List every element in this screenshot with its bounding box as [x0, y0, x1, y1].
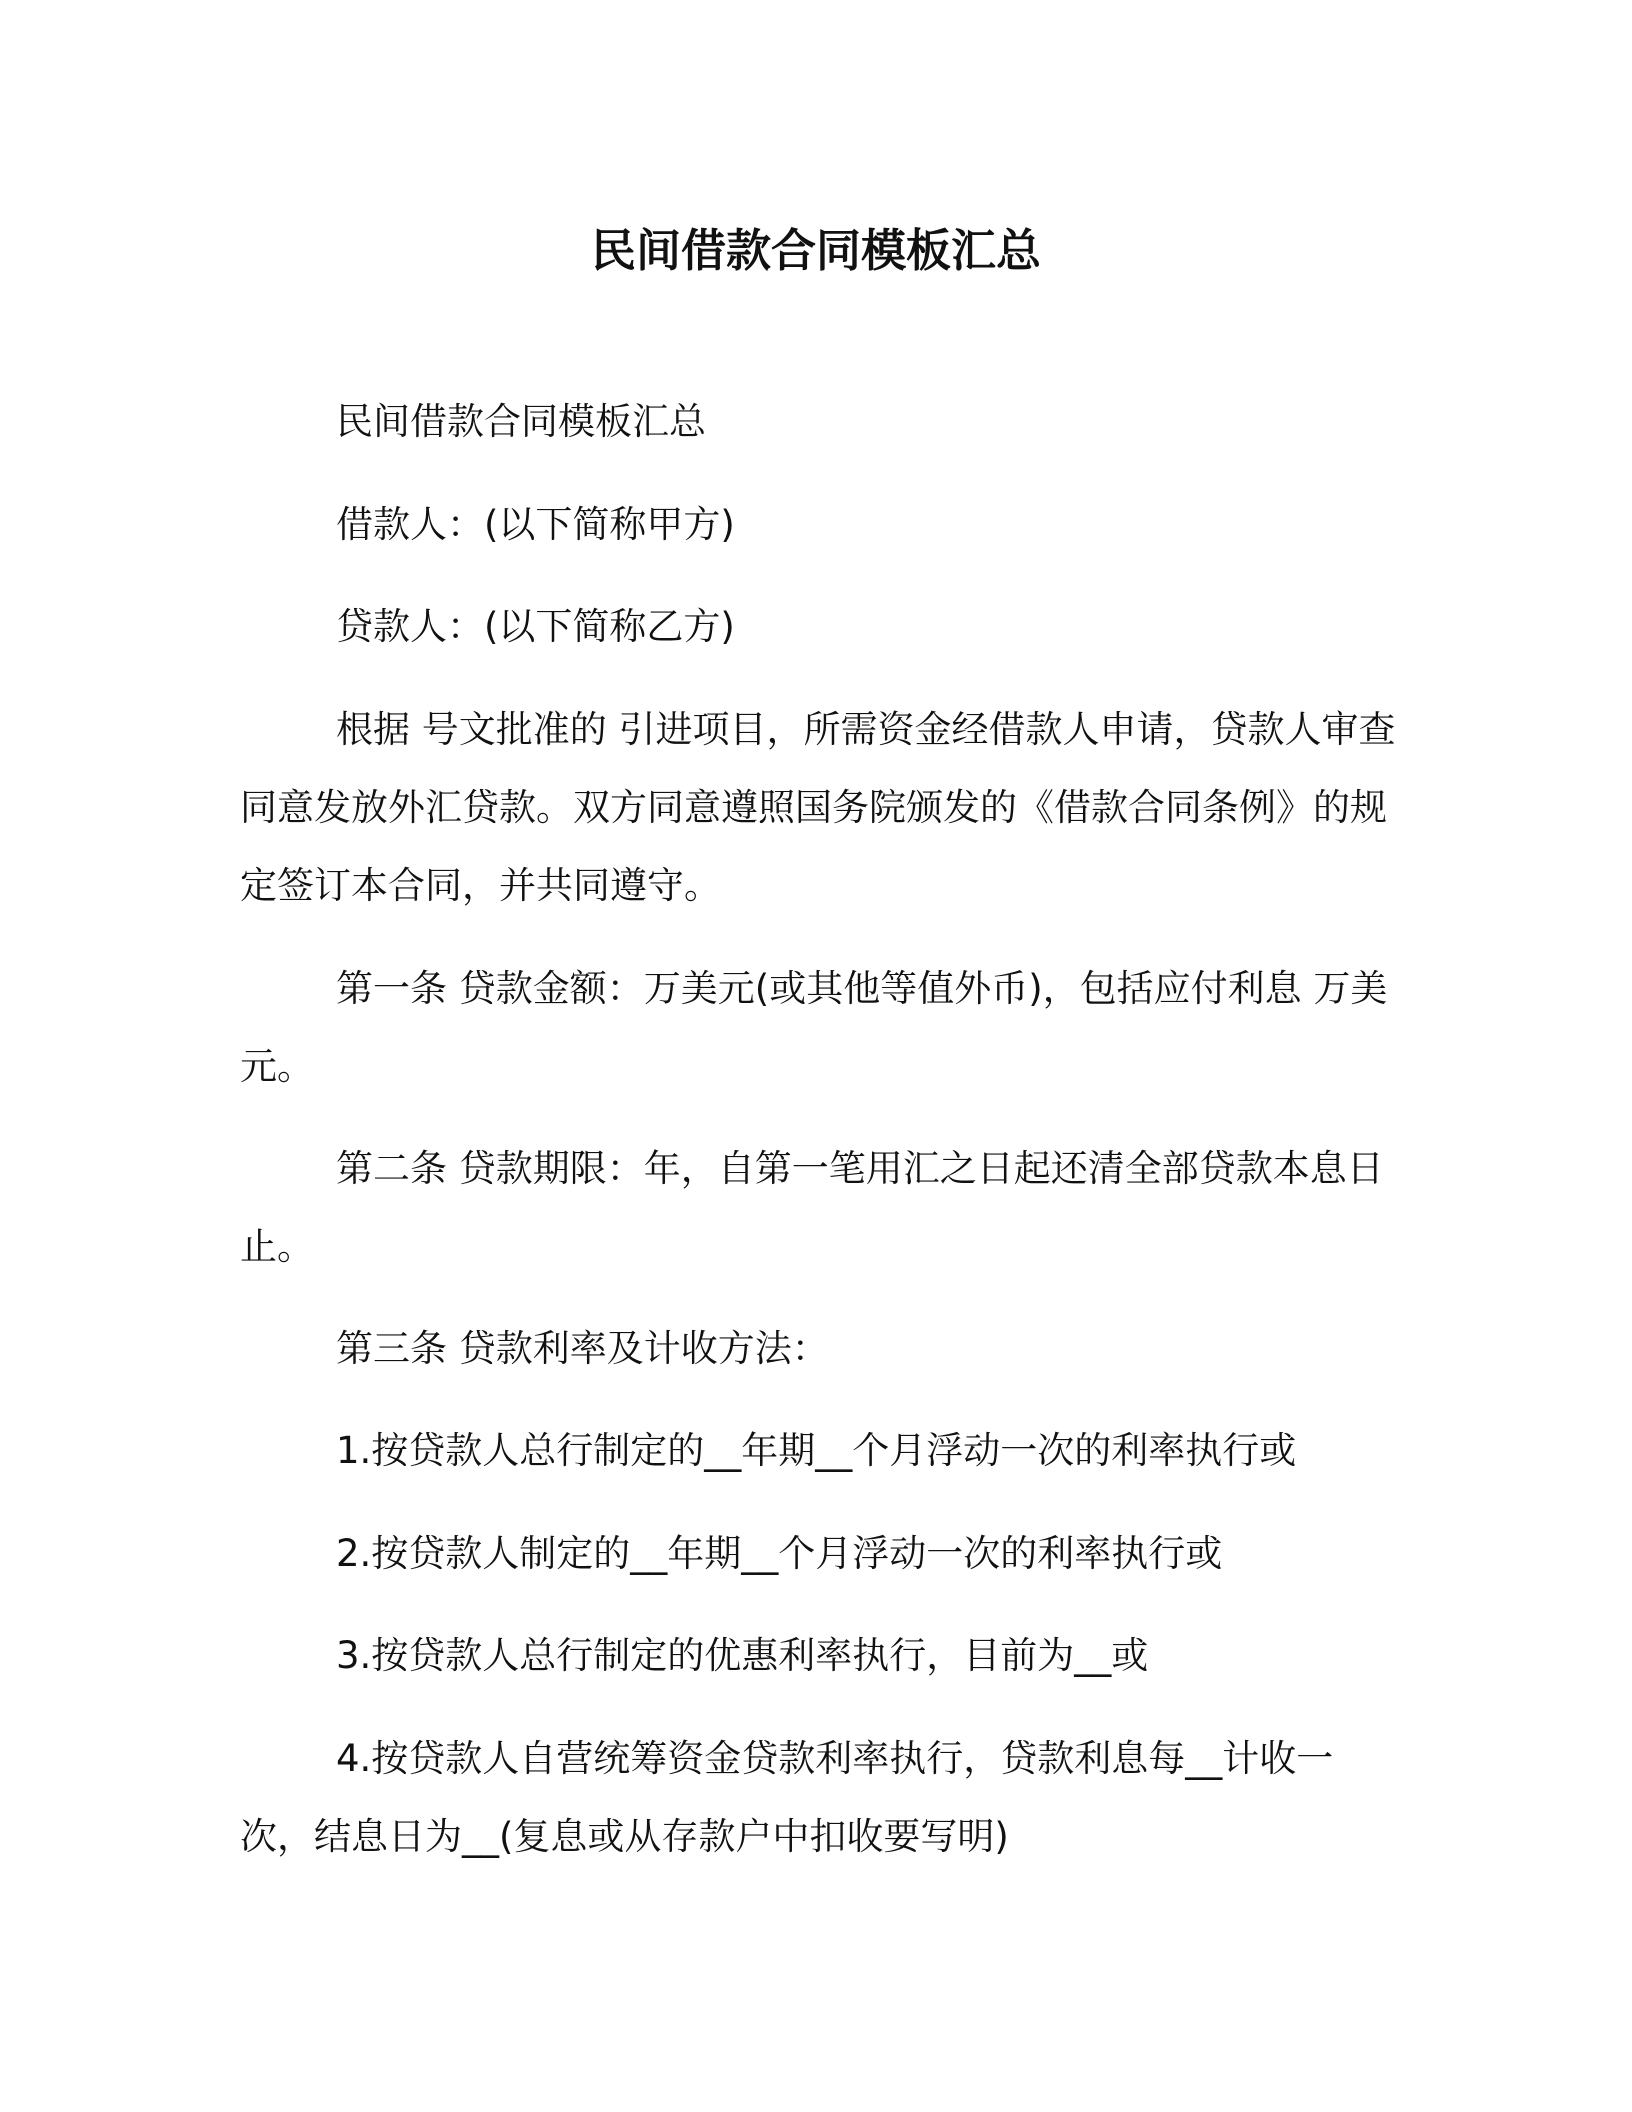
paragraph-rate-option-4: 4.按贷款人自营统筹资金贷款利率执行，贷款利息每__计收一次，结息日为__(复息或从存款户中扣收要写明): [240, 1737, 1334, 1858]
paragraph-article-3: 第三条 贷款利率及计收方法：: [336, 1327, 829, 1370]
paragraph-article-1: 第一条 贷款金额：万美元(或其他等值外币)，包括应付利息 万美元。: [240, 967, 1388, 1088]
paragraph-rate-option-1: 1.按贷款人总行制定的__年期__个月浮动一次的利率执行或: [336, 1429, 1297, 1472]
paragraph-preamble: 根据 号文批准的 引进项目，所需资金经借款人申请，贷款人审查同意发放外汇贷款。双方同意遵照国务院颁发的《借款合同条例》的规定签订本合同，并共同遵守。: [240, 708, 1396, 907]
paragraph-heading: 民间借款合同模板汇总: [336, 400, 706, 443]
paragraph-borrower: 借款人：(以下简称甲方): [336, 503, 735, 546]
paragraph-article-2: 第二条 贷款期限：年，自第一笔用汇之日起还清全部贷款本息日止。: [240, 1147, 1384, 1268]
paragraph-rate-option-3: 3.按贷款人总行制定的优惠利率执行，目前为__或: [336, 1634, 1149, 1677]
document-title: 民间借款合同模板汇总: [590, 224, 1041, 277]
paragraph-rate-option-2: 2.按贷款人制定的__年期__个月浮动一次的利率执行或: [336, 1532, 1223, 1575]
paragraph-lender: 贷款人：(以下简称乙方): [336, 605, 735, 648]
